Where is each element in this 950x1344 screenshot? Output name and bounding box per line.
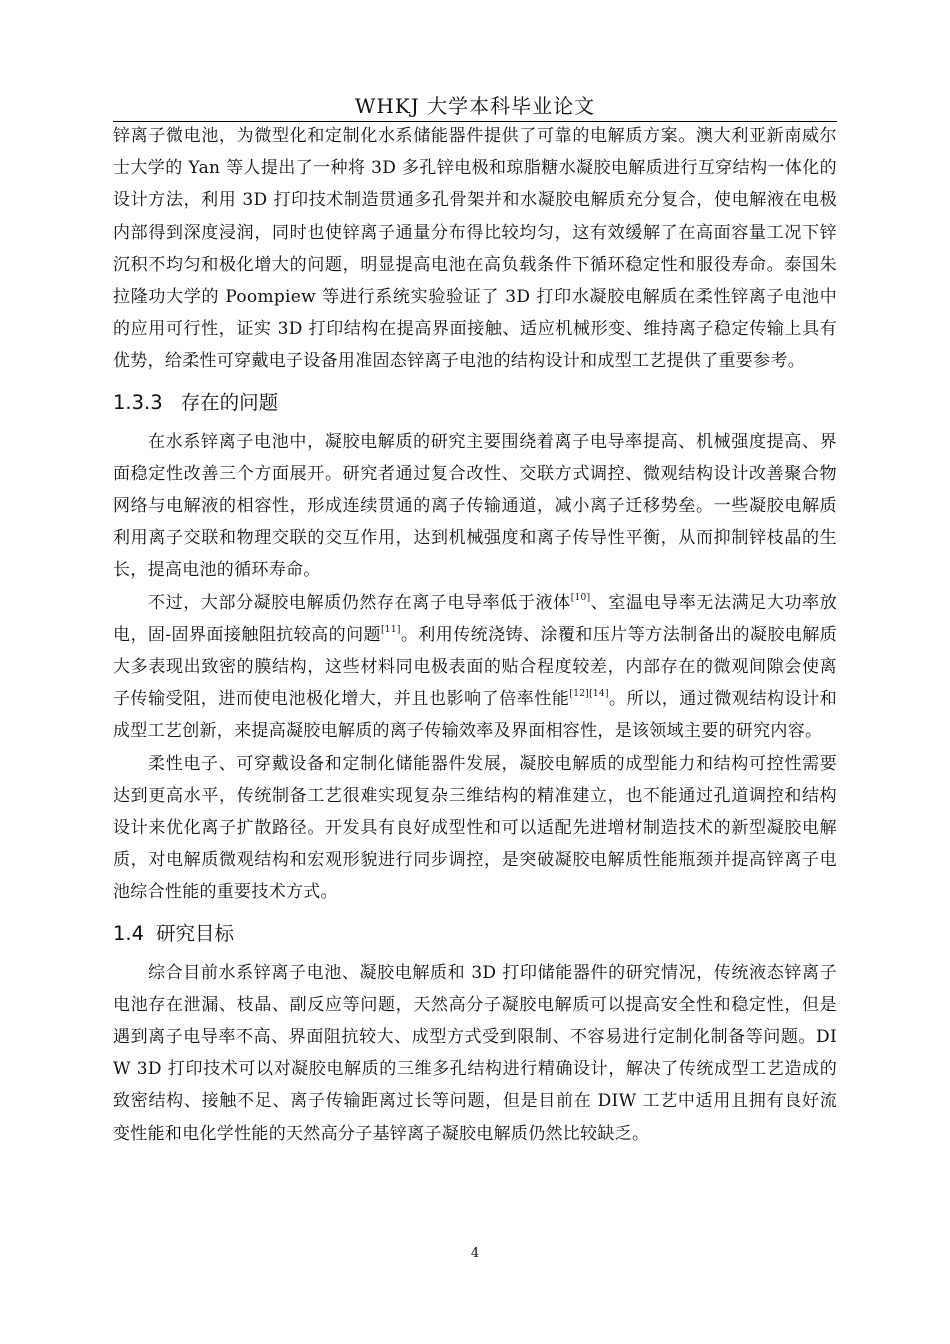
citation-12-14: [12][14] (569, 689, 609, 700)
section-title: 存在的问题 (180, 390, 279, 414)
paragraph-1-3-3-b (113, 587, 837, 748)
paragraph-text: 。利用传统浇铸、涂覆和压片等方法制备出的凝胶电解质大多表现出致密的膜结构，这些材料同电极表面的贴合程度较差，内部存在的微观间隙会使离子传输受阻，进而使电池极化增大，并且也影响了倍率性能 (113, 624, 838, 710)
section-number: 1.4 (113, 921, 145, 945)
citation-10: [10] (570, 592, 591, 603)
section-heading-1-4 (113, 918, 837, 950)
section-heading-1-3-3 (113, 387, 837, 419)
page-number: 4 (470, 1246, 480, 1261)
page-body (113, 120, 837, 1150)
intro-paragraph: 锌离子微电池，为微型化和定制化水系储能器件提供了可靠的电解质方案。澳大利亚新南威尔士大学的 Yan 等人提出了一种将 3D 多孔锌电极和琼脂糖水凝胶电解质进行互穿结构一体化的设计方法，利用 3D 打印技术制造贯通多孔骨架并和水凝胶电解质充分复合，使电解液在电极内部得到深度浸润，同时也使锌离子通量分布得比较均匀，这有效缓解了在高面容量工况下锌沉积不均匀和极化增大的问题，明显提高电池在高负载条件下循环稳定性和服役寿命。泰国朱拉隆功大学的 Poompiew 等进行系统实验验证了 3D 打印水凝胶电解质在柔性锌离子电池中的应用可行性，证实 3D 打印结构在提高界面接触、适应机械形变、维持离子稳定传输上具有优势，给柔性可穿戴电子设备用准固态锌离子电池的结构设计和成型工艺提供了重要参考。 (113, 126, 837, 372)
section-number: 1.3.3 (113, 390, 163, 414)
paragraph-text: 不过，大部分凝胶电解质仍然存在离子电导率低于液体 (148, 592, 571, 613)
paragraph-1-3-3-c: 柔性电子、可穿戴设备和定制化储能器件发展，凝胶电解质的成型能力和结构可控性需要达到更高水平，传统制备工艺很难实现复杂三维结构的精准建立，也不能通过孔道调控和结构设计来优化离子扩散路径。开发具有良好成型性和可以适配先进增材制造技术的新型凝胶电解质，对电解质微观结构和宏观形貌进行同步调控，是突破凝胶电解质性能瓶颈并提高锌离子电池综合性能的重要技术方式。 (113, 753, 837, 903)
citation-11: [11] (381, 624, 401, 635)
section-title: 研究目标 (156, 921, 235, 945)
paragraph-text: 、室温电导率无法满足大功率放电，固-固界面接触阻抗较高的问题 (113, 592, 837, 645)
paragraph-1-3-3-a: 在水系锌离子电池中，凝胶电解质的研究主要围绕着离子电导率提高、机械强度提高、界面稳定性改善三个方面展开。研究者通过复合改性、交联方式调控、微观结构设计改善聚合物网络与电解液的相容性，形成连续贯通的离子传输通道，减小离子迁移势垒。一些凝胶电解质利用离子交联和物理交联的交互作用，达到机械强度和离子传导性平衡，从而抑制锌枝晶的生长，提高电池的循环寿命。 (113, 431, 837, 581)
paragraph-text: 。所以，通过微观结构设计和成型工艺创新，来提高凝胶电解质的离子传输效率及界面相容性，是该领域主要的研究内容。 (113, 689, 837, 742)
running-header-title: WHKJ 大学本科毕业论文 (354, 94, 596, 118)
paragraph-1-4-a: 综合目前水系锌离子电池、凝胶电解质和 3D 打印储能器件的研究情况，传统液态锌离子电池存在泄漏、枝晶、副反应等问题，天然高分子凝胶电解质可以提高安全性和稳定性，但是遇到离子电导率不高、界面阻抗较大、成型方式受到限制、不容易进行定制化制备等问题。DIW 3D 打印技术可以对凝胶电解质的三维多孔结构进行精确设计，解决了传统成型工艺造成的致密结构、接触不足、离子传输距离过长等问题，但是目前在 DIW 工艺中适用且拥有良好流变性能和电化学性能的天然高分子基锌离子凝胶电解质仍然比较缺乏。 (113, 962, 837, 1144)
